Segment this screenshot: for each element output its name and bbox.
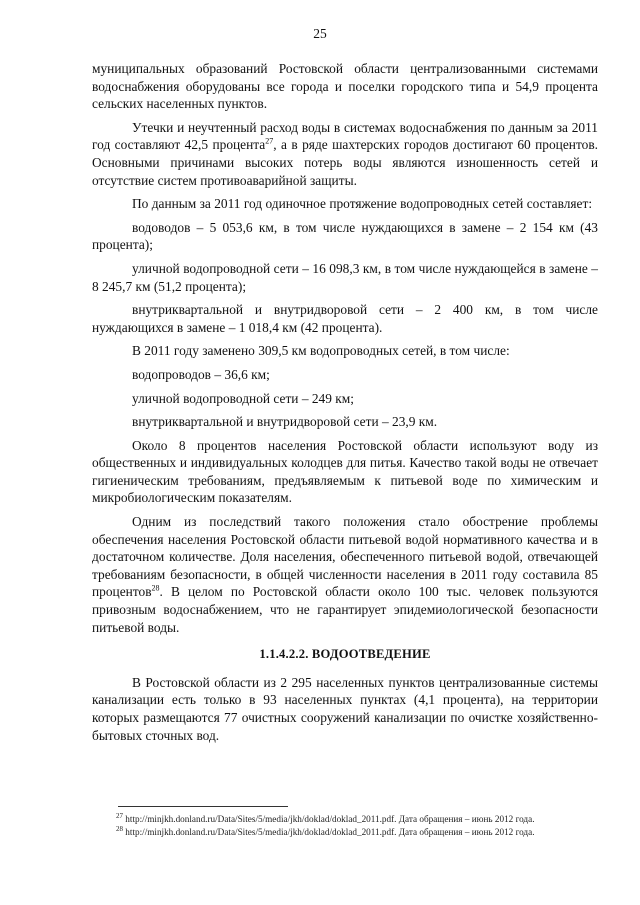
footnote-link-text[interactable]: http://minjkh.donland.ru/Data/Sites/5/media/jkh/doklad/doklad_2011.pdf. Дата обращения – июнь 2012 года. xyxy=(123,827,535,837)
list-item-replaced-water-pipes: водопроводов – 36,6 км; xyxy=(132,366,270,382)
footnote-27 xyxy=(116,813,602,826)
list-item-replaced-street: уличной водопроводной сети – 249 км; xyxy=(132,390,354,406)
paragraph-consequences-text-b: . В целом по Ростовской области около 100 тыс. человек пользуются привозным водоснабжением, что не гарантирует эпидемиологической безопасности питьевой воды. xyxy=(92,584,598,635)
footnote-ref-27: 27 xyxy=(265,136,274,146)
paragraph-sewerage: В Ростовской области из 2 295 населенных пунктов централизованные системы канализации есть только в 93 населенных пунктах (4,1 процента), на территории которых размещаются 77 очистных сооружений канализации по очистке хозяйственно-бытовых сточных вод. xyxy=(92,674,598,743)
footnote-number: 27 xyxy=(116,811,123,820)
footnote-divider xyxy=(118,806,288,807)
paragraph-2 xyxy=(92,119,598,189)
footnote-ref-28: 28 xyxy=(151,583,160,593)
paragraph-replaced: В 2011 году заменено 309,5 км водопроводных сетей, в том числе: xyxy=(132,343,510,359)
paragraph-2-text-a: Утечки и неучтенный расход воды в системах водоснабжения по данным за 2011 год составляют 42,5 процента xyxy=(92,119,598,153)
footnote-link-text[interactable]: http://minjkh.donland.ru/Data/Sites/5/media/jkh/doklad/doklad_2011.pdf. Дата обращения – июнь 2012 года. xyxy=(123,814,535,824)
body-text xyxy=(92,60,598,750)
list-item-replaced-intra-block: внутриквартальной и внутридворовой сети – 23,9 км. xyxy=(132,414,438,430)
paragraph-wells: Около 8 процентов населения Ростовской области используют воду из общественных и индивидуальных колодцев для питья. Качество такой воды не отвечает гигиеническим требованиям, предъявляемым к питьевой воде по химическим и микробиологическим показателям. xyxy=(92,437,598,506)
paragraph-3: По данным за 2011 год одиночное протяжение водопроводных сетей составляет: xyxy=(132,196,593,212)
paragraph-2-text-b: , а в ряде шахтерских городов достигают 60 процентов. Основными причинами высоких потерь воды являются изношенность сетей и отсутствие систем противоаварийной защиты. xyxy=(92,137,599,188)
list-item-intra-block-network: внутриквартальной и внутридворовой сети – 2 400 км, в том числе нуждающихся в замене – 1 018,4 км (42 процента). xyxy=(92,302,598,335)
paragraph-consequences xyxy=(92,513,598,636)
paragraph-consequences-text-a: Одним из последствий такого положения стало обострение проблемы обеспечения населения Ростовской области питьевой водой нормативного качества и в достаточном количестве. Доля населения, обеспеченного питьевой водой, отвечающей требованиям безопасности, в общей численности населения в 2011 году составила 85 процентов xyxy=(92,514,598,600)
section-heading: 1.1.4.2.2. ВОДООТВЕДЕНИЕ xyxy=(259,647,431,662)
list-item-street-network: уличной водопроводной сети – 16 098,3 км, в том числе нуждающейся в замене – 8 245,7 км (51,2 процента); xyxy=(92,260,598,294)
footnotes xyxy=(116,813,602,839)
paragraph-1: муниципальных образований Ростовской области централизованными системами водоснабжения оборудованы все города и поселки городского типа и 54,9 процента сельских населенных пунктов. xyxy=(92,61,598,112)
footnote-number: 28 xyxy=(116,824,123,833)
list-item-water-mains: водоводов – 5 053,6 км, в том числе нуждающихся в замене – 2 154 км (43 процента); xyxy=(92,219,598,253)
page-number: 25 xyxy=(313,26,327,41)
footnote-28 xyxy=(116,826,602,839)
